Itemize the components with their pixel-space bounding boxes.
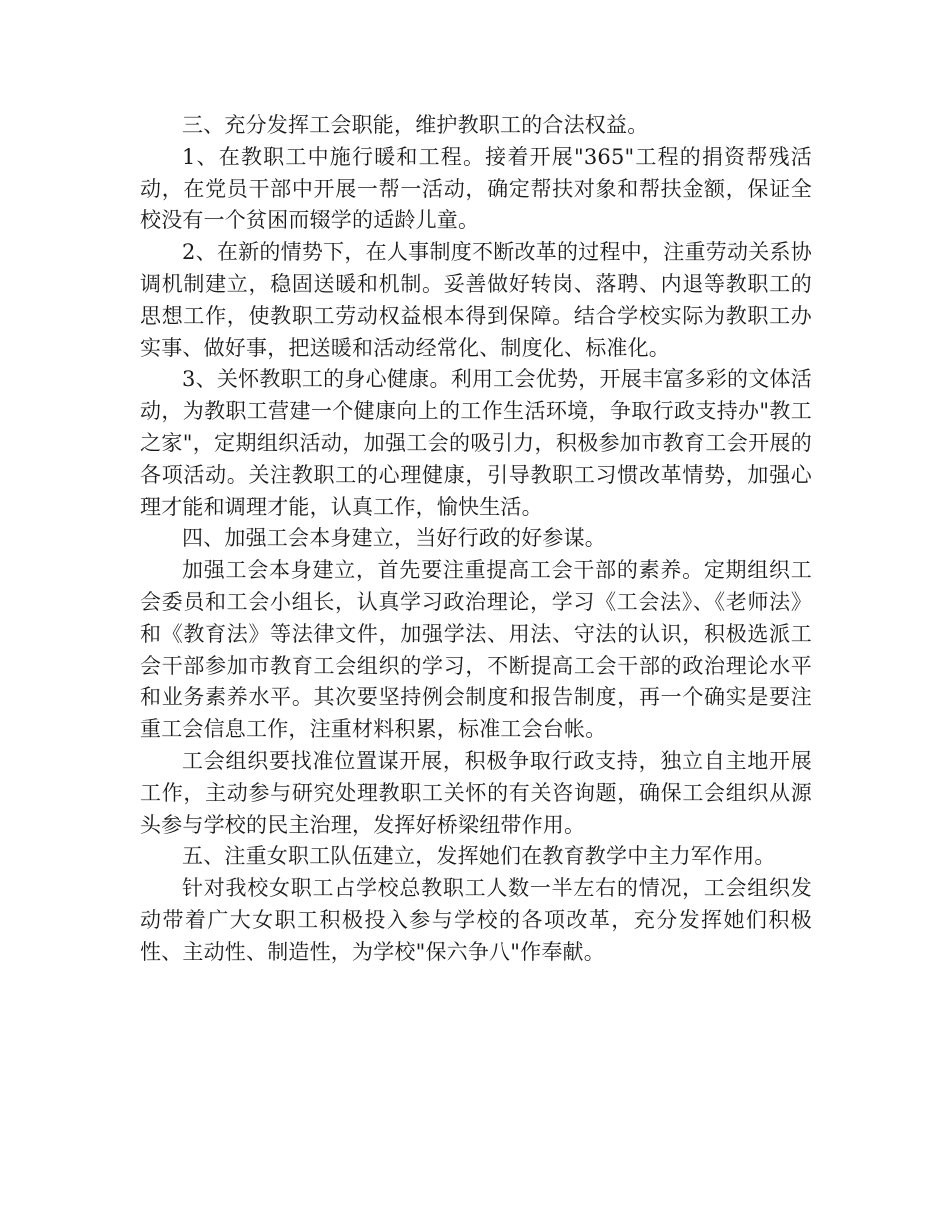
paragraph-female-staff: 针对我校女职工占学校总教职工人数一半左右的情况，工会组织发动带着广大女职工积极投入参与学校的各项改革，充分发挥她们积极性、主动性、制造性，为学校"保六争八"作奉献。 [140, 876, 812, 964]
section-heading-3: 三、充分发挥工会职能，维护教职工的合法权益。 [182, 113, 649, 137]
paragraph-item-3: 3、关怀教职工的身心健康。利用工会优势，开展丰富多彩的文体活动，为教职工营建一个健康向上的工作生活环境，争取行政支持办"教工之家"，定期组织活动，加强工会的吸引力，积极参加市教育工会开展的各项活动。关注教职工的心理健康，引导教职工习惯改革情势，加强心理才能和调理才能，认真工作，愉快生活。 [140, 367, 812, 519]
paragraph-union-building: 加强工会本身建立，首先要注重提高工会干部的素养。定期组织工会委员和工会小组长，认真学习政治理论，学习《工会法》、《老师法》和《教育法》等法律文件，加强学法、用法、守法的认识，积极选派工会干部参加市教育工会组织的学习，不断提高工会干部的政治理论水平和业务素养水平。其次要坚持例会制度和报告制度，再一个确实是要注重工会信息工作，注重材料积累，标准工会台帐。 [140, 558, 812, 742]
document-body [140, 110, 812, 969]
section-heading-5: 五、注重女职工队伍建立，发挥她们在教育教学中主力军作用。 [182, 844, 776, 869]
paragraph-item-1: 1、在教职工中施行暖和工程。接着开展"365"工程的捐资帮残活动，在党员干部中开展一帮一活动，确定帮扶对象和帮扶金额，保证全校没有一个贫困而辍学的适龄儿童。 [140, 144, 812, 233]
paragraph-union-organization: 工会组织要找准位置谋开展，积极争取行政支持，独立自主地开展工作，主动参与研究处理教职工关怀的有关咨询题，确保工会组织从源头参与学校的民主治理，发挥好桥梁纽带作用。 [140, 748, 812, 837]
section-heading-4: 四、加强工会本身建立，当好行政的好参谋。 [182, 526, 606, 551]
paragraph-item-2: 2、在新的情势下，在人事制度不断改革的过程中，注重劳动关系协调机制建立，稳固送暖和机制。妥善做好转岗、落聘、内退等教职工的思想工作，使教职工劳动权益根本得到保障。结合学校实际为教职工办实事、做好事，把送暖和活动经常化、制度化、标准化。 [140, 240, 812, 360]
